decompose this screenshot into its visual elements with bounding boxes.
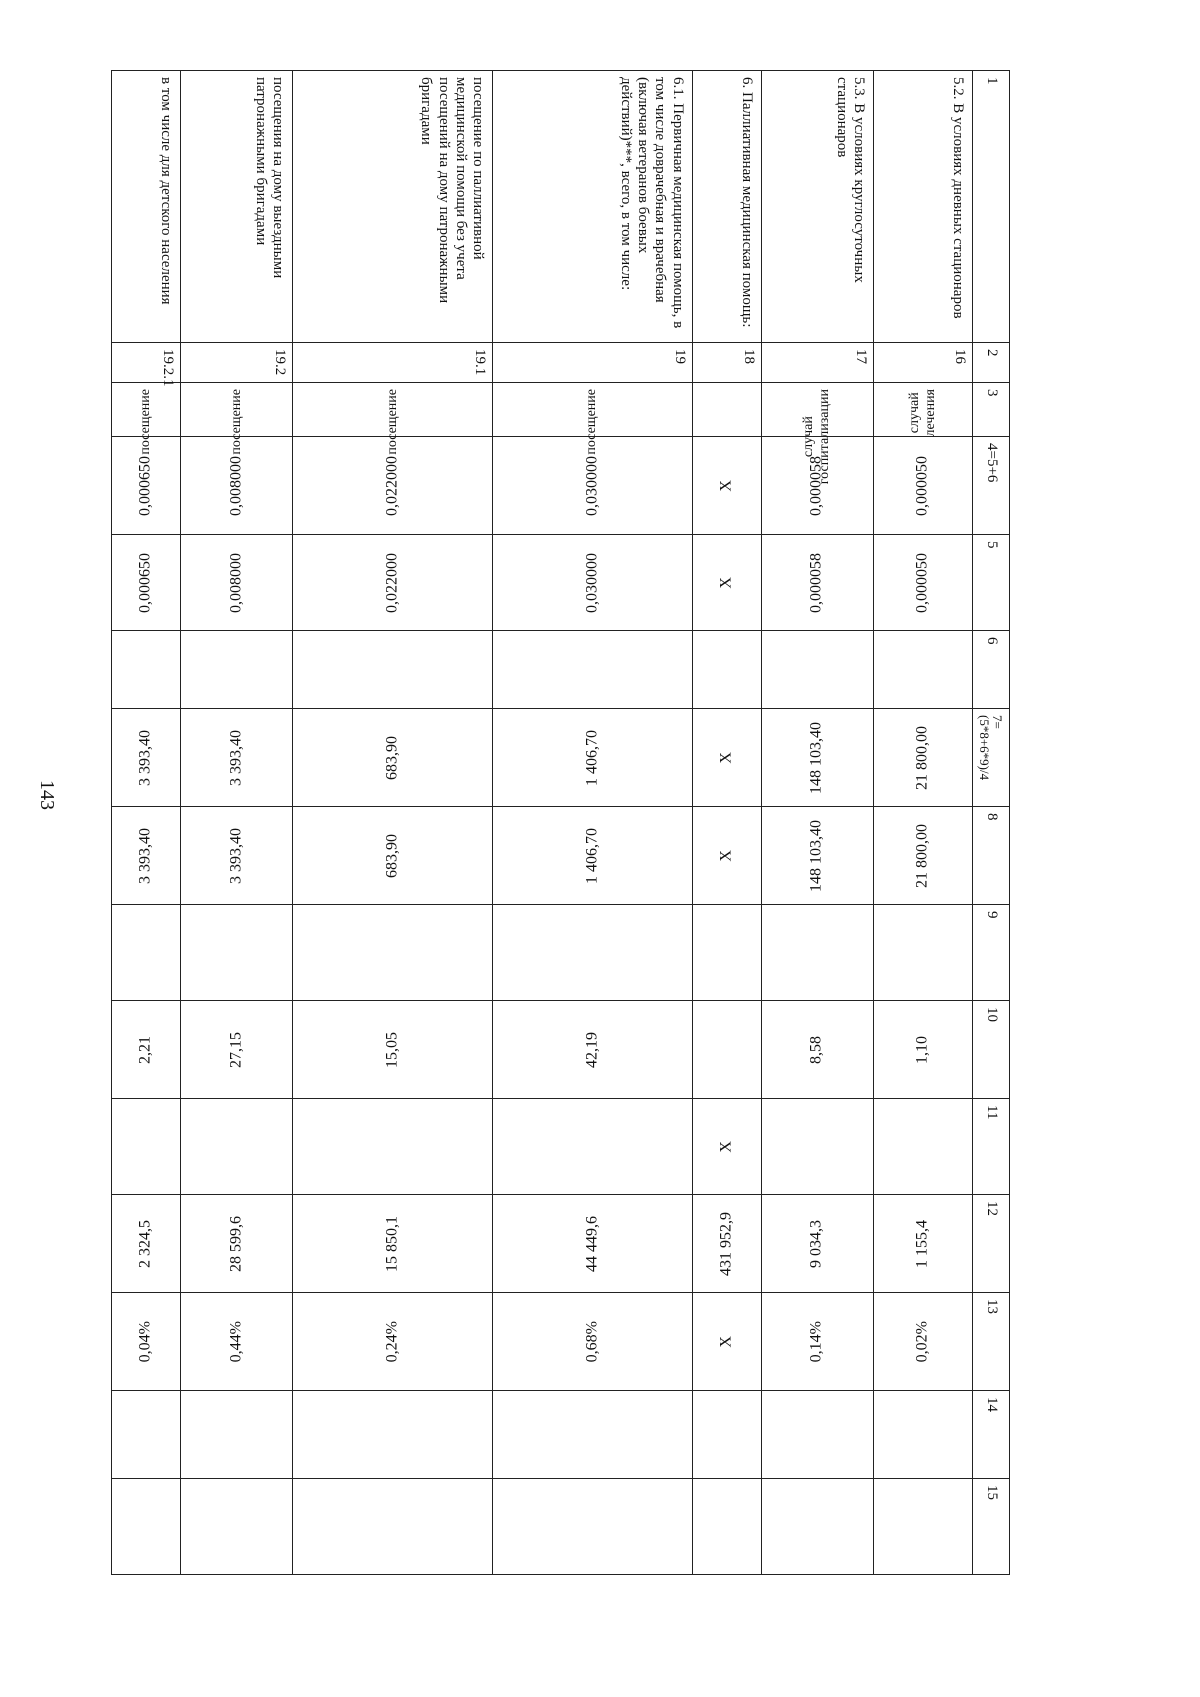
data-table xyxy=(111,70,1010,1575)
header-cell: 9 xyxy=(973,905,1010,1001)
cell-col13: 0,24% xyxy=(293,1293,493,1391)
row-name: в том числе для детского населения xyxy=(112,71,181,343)
cell-col13: 0,44% xyxy=(180,1293,292,1391)
row-code: 16 xyxy=(873,343,972,383)
cell-col11 xyxy=(293,1099,493,1195)
cell-col7: X xyxy=(692,709,761,807)
table-row xyxy=(873,71,972,1575)
cell-col4: 0,000650 xyxy=(112,437,181,535)
header-cell: 12 xyxy=(973,1195,1010,1293)
rotated-table-container xyxy=(111,70,1010,1574)
cell-col5: 0,030000 xyxy=(493,535,693,631)
cell-col5: 0,000058 xyxy=(761,535,873,631)
cell-col15 xyxy=(180,1479,292,1575)
cell-col14 xyxy=(293,1391,493,1479)
header-cell: 13 xyxy=(973,1293,1010,1391)
table-rotator xyxy=(111,70,1010,1574)
cell-col12: 2 324,5 xyxy=(112,1195,181,1293)
cell-col9 xyxy=(293,905,493,1001)
cell-col11 xyxy=(112,1099,181,1195)
cell-col12: 9 034,3 xyxy=(761,1195,873,1293)
row-unit xyxy=(692,383,761,437)
cell-col6 xyxy=(761,631,873,709)
cell-col9 xyxy=(761,905,873,1001)
cell-col10 xyxy=(692,1001,761,1099)
cell-col12: 28 599,6 xyxy=(180,1195,292,1293)
cell-col13: 0,14% xyxy=(761,1293,873,1391)
cell-col7: 3 393,40 xyxy=(112,709,181,807)
row-name: посещения на дому выездными патронажными бригадами xyxy=(180,71,292,343)
cell-col8: X xyxy=(692,807,761,905)
row-code: 19 xyxy=(493,343,693,383)
header-cell: 14 xyxy=(973,1391,1010,1479)
cell-col9 xyxy=(493,905,693,1001)
cell-col14 xyxy=(493,1391,693,1479)
row-code: 19.2 xyxy=(180,343,292,383)
cell-col6 xyxy=(112,631,181,709)
row-name: посещение по паллиативной медицинской помощи без учета посещений на дому патронажными бригадами xyxy=(293,71,493,343)
header-row xyxy=(973,71,1010,1575)
cell-col7: 683,90 xyxy=(293,709,493,807)
cell-col13: X xyxy=(692,1293,761,1391)
cell-col11 xyxy=(873,1099,972,1195)
cell-col12: 1 155,4 xyxy=(873,1195,972,1293)
cell-col4: X xyxy=(692,437,761,535)
cell-col14 xyxy=(112,1391,181,1479)
page-number: 143 xyxy=(36,780,58,810)
row-unit: случай лечения xyxy=(873,383,972,437)
row-name: 6. Паллиативная медицинская помощь: xyxy=(692,71,761,343)
header-cell: 4=5+6 xyxy=(973,437,1010,535)
row-unit: посещение xyxy=(493,383,693,437)
cell-col15 xyxy=(493,1479,693,1575)
cell-col5: X xyxy=(692,535,761,631)
cell-col14 xyxy=(873,1391,972,1479)
table-row xyxy=(180,71,292,1575)
cell-col9 xyxy=(112,905,181,1001)
cell-col8: 683,90 xyxy=(293,807,493,905)
cell-col7: 3 393,40 xyxy=(180,709,292,807)
cell-col15 xyxy=(761,1479,873,1575)
cell-col13: 0,04% xyxy=(112,1293,181,1391)
cell-col5: 0,000050 xyxy=(873,535,972,631)
cell-col6 xyxy=(692,631,761,709)
cell-col6 xyxy=(293,631,493,709)
header-cell: 6 xyxy=(973,631,1010,709)
table-row xyxy=(692,71,761,1575)
header-cell: 2 xyxy=(973,343,1010,383)
cell-col15 xyxy=(692,1479,761,1575)
header-cell: 1 xyxy=(973,71,1010,343)
cell-col11 xyxy=(180,1099,292,1195)
cell-col5: 0,000650 xyxy=(112,535,181,631)
cell-col5: 0,008000 xyxy=(180,535,292,631)
cell-col6 xyxy=(873,631,972,709)
cell-col7: 1 406,70 xyxy=(493,709,693,807)
header-cell: 10 xyxy=(973,1001,1010,1099)
cell-col8: 1 406,70 xyxy=(493,807,693,905)
cell-col9 xyxy=(873,905,972,1001)
cell-col14 xyxy=(692,1391,761,1479)
cell-col14 xyxy=(180,1391,292,1479)
row-code: 18 xyxy=(692,343,761,383)
cell-col4: 0,000050 xyxy=(873,437,972,535)
cell-col4: 0,030000 xyxy=(493,437,693,535)
cell-col14 xyxy=(761,1391,873,1479)
cell-col7: 21 800,00 xyxy=(873,709,972,807)
table-row xyxy=(112,71,181,1575)
cell-col8: 3 393,40 xyxy=(112,807,181,905)
cell-col11 xyxy=(761,1099,873,1195)
row-name: 6.1. Первичная медицинская помощь, в том числе доврачебная и врачебная (включая ветеранов боевых действий)***, всего, в том числе: xyxy=(493,71,693,343)
row-unit: посещение xyxy=(293,383,493,437)
cell-col10: 2,21 xyxy=(112,1001,181,1099)
cell-col6 xyxy=(180,631,292,709)
row-unit: посещение xyxy=(112,383,181,437)
cell-col11: X xyxy=(692,1099,761,1195)
row-name: 5.2. В условиях дневных стационаров xyxy=(873,71,972,343)
cell-col9 xyxy=(692,905,761,1001)
row-code: 17 xyxy=(761,343,873,383)
row-unit: случай госпитализации xyxy=(761,383,873,437)
cell-col15 xyxy=(293,1479,493,1575)
row-code: 19.1 xyxy=(293,343,493,383)
cell-col4: 0,008000 xyxy=(180,437,292,535)
cell-col15 xyxy=(112,1479,181,1575)
cell-col8: 21 800,00 xyxy=(873,807,972,905)
table-row xyxy=(293,71,493,1575)
cell-col15 xyxy=(873,1479,972,1575)
cell-col13: 0,02% xyxy=(873,1293,972,1391)
cell-col11 xyxy=(493,1099,693,1195)
row-unit: посещение xyxy=(180,383,292,437)
cell-col4: 0,000058 xyxy=(761,437,873,535)
cell-col10: 27,15 xyxy=(180,1001,292,1099)
cell-col7: 148 103,40 xyxy=(761,709,873,807)
header-cell: 15 xyxy=(973,1479,1010,1575)
header-cell: 11 xyxy=(973,1099,1010,1195)
cell-col12: 44 449,6 xyxy=(493,1195,693,1293)
header-cell: 7= (5*8+6*9)/4 xyxy=(973,709,1010,807)
table-row xyxy=(493,71,693,1575)
cell-col9 xyxy=(180,905,292,1001)
cell-col6 xyxy=(493,631,693,709)
row-code: 19.2.1 xyxy=(112,343,181,383)
cell-col8: 148 103,40 xyxy=(761,807,873,905)
header-cell: 8 xyxy=(973,807,1010,905)
cell-col5: 0,022000 xyxy=(293,535,493,631)
cell-col4: 0,022000 xyxy=(293,437,493,535)
cell-col12: 15 850,1 xyxy=(293,1195,493,1293)
table-row xyxy=(761,71,873,1575)
header-cell: 5 xyxy=(973,535,1010,631)
header-cell: 3 xyxy=(973,383,1010,437)
cell-col13: 0,68% xyxy=(493,1293,693,1391)
cell-col10: 42,19 xyxy=(493,1001,693,1099)
cell-col10: 15,05 xyxy=(293,1001,493,1099)
cell-col10: 1,10 xyxy=(873,1001,972,1099)
row-name: 5.3. В условиях круглосуточных стационаров xyxy=(761,71,873,343)
cell-col8: 3 393,40 xyxy=(180,807,292,905)
cell-col10: 8,58 xyxy=(761,1001,873,1099)
cell-col12: 431 952,9 xyxy=(692,1195,761,1293)
